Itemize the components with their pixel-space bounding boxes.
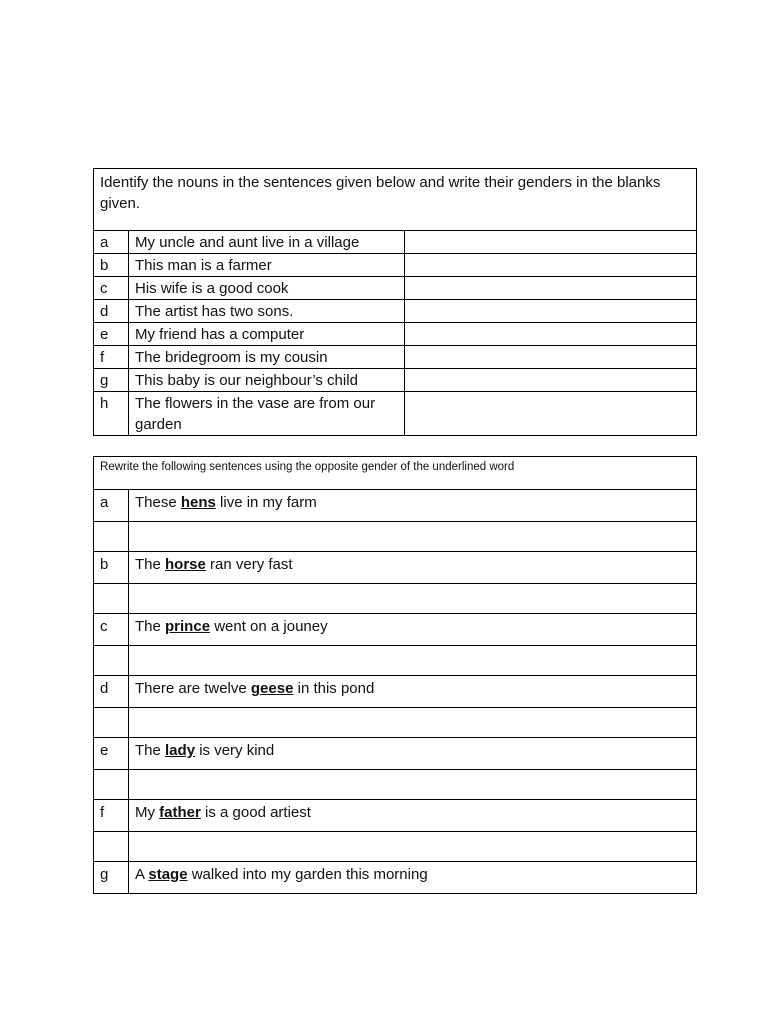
sentence: The lady is very kind (129, 738, 697, 770)
row-label: e (94, 738, 129, 770)
answer-blank[interactable] (405, 346, 697, 369)
row-label: d (94, 300, 129, 323)
row-label: c (94, 614, 129, 646)
sentence: My friend has a computer (129, 323, 405, 346)
underlined-word: father (159, 804, 201, 821)
row-label: g (94, 862, 129, 894)
opposite-gender-table (93, 456, 697, 894)
answer-blank[interactable] (129, 646, 697, 676)
answer-blank[interactable] (129, 584, 697, 614)
sentence: This baby is our neighbour’s child (129, 369, 405, 392)
row-label: g (94, 369, 129, 392)
row-label: f (94, 346, 129, 369)
sentence: His wife is a good cook (129, 277, 405, 300)
answer-blank[interactable] (129, 770, 697, 800)
sentence: A stage walked into my garden this morning (129, 862, 697, 894)
underlined-word: lady (165, 742, 196, 759)
sentence: The prince went on a jouney (129, 614, 697, 646)
row-label: b (94, 552, 129, 584)
sentence: The artist has two sons. (129, 300, 405, 323)
row-label: c (94, 277, 129, 300)
blank-label-cell (94, 584, 129, 614)
underlined-word: geese (250, 680, 294, 697)
underlined-word: prince (165, 618, 211, 635)
row-label: a (94, 231, 129, 254)
underlined-word: hens (180, 494, 216, 511)
answer-blank[interactable] (405, 277, 697, 300)
row-label: d (94, 676, 129, 708)
blank-label-cell (94, 832, 129, 862)
sentence: There are twelve geese in this pond (129, 676, 697, 708)
sentence: The flowers in the vase are from our garden (129, 392, 405, 436)
answer-blank[interactable] (405, 254, 697, 277)
answer-blank[interactable] (129, 522, 697, 552)
blank-label-cell (94, 522, 129, 552)
exercise1-instruction: Identify the nouns in the sentences given below and write their genders in the blanks given. (94, 169, 697, 231)
row-label: e (94, 323, 129, 346)
row-label: h (94, 392, 129, 436)
answer-blank[interactable] (405, 231, 697, 254)
underlined-word: stage (148, 866, 188, 883)
gender-identification-table (93, 168, 697, 436)
underlined-word: horse (165, 556, 206, 573)
row-label: f (94, 800, 129, 832)
sentence: My uncle and aunt live in a village (129, 231, 405, 254)
sentence: These hens live in my farm (129, 490, 697, 522)
answer-blank[interactable] (129, 708, 697, 738)
blank-label-cell (94, 708, 129, 738)
answer-blank[interactable] (405, 392, 697, 436)
row-label: a (94, 490, 129, 522)
sentence: The bridegroom is my cousin (129, 346, 405, 369)
exercise2-instruction: Rewrite the following sentences using the opposite gender of the underlined word (94, 457, 697, 490)
answer-blank[interactable] (405, 300, 697, 323)
row-label: b (94, 254, 129, 277)
answer-blank[interactable] (405, 323, 697, 346)
sentence: This man is a farmer (129, 254, 405, 277)
answer-blank[interactable] (405, 369, 697, 392)
blank-label-cell (94, 646, 129, 676)
sentence: My father is a good artiest (129, 800, 697, 832)
sentence: The horse ran very fast (129, 552, 697, 584)
blank-label-cell (94, 770, 129, 800)
answer-blank[interactable] (129, 832, 697, 862)
